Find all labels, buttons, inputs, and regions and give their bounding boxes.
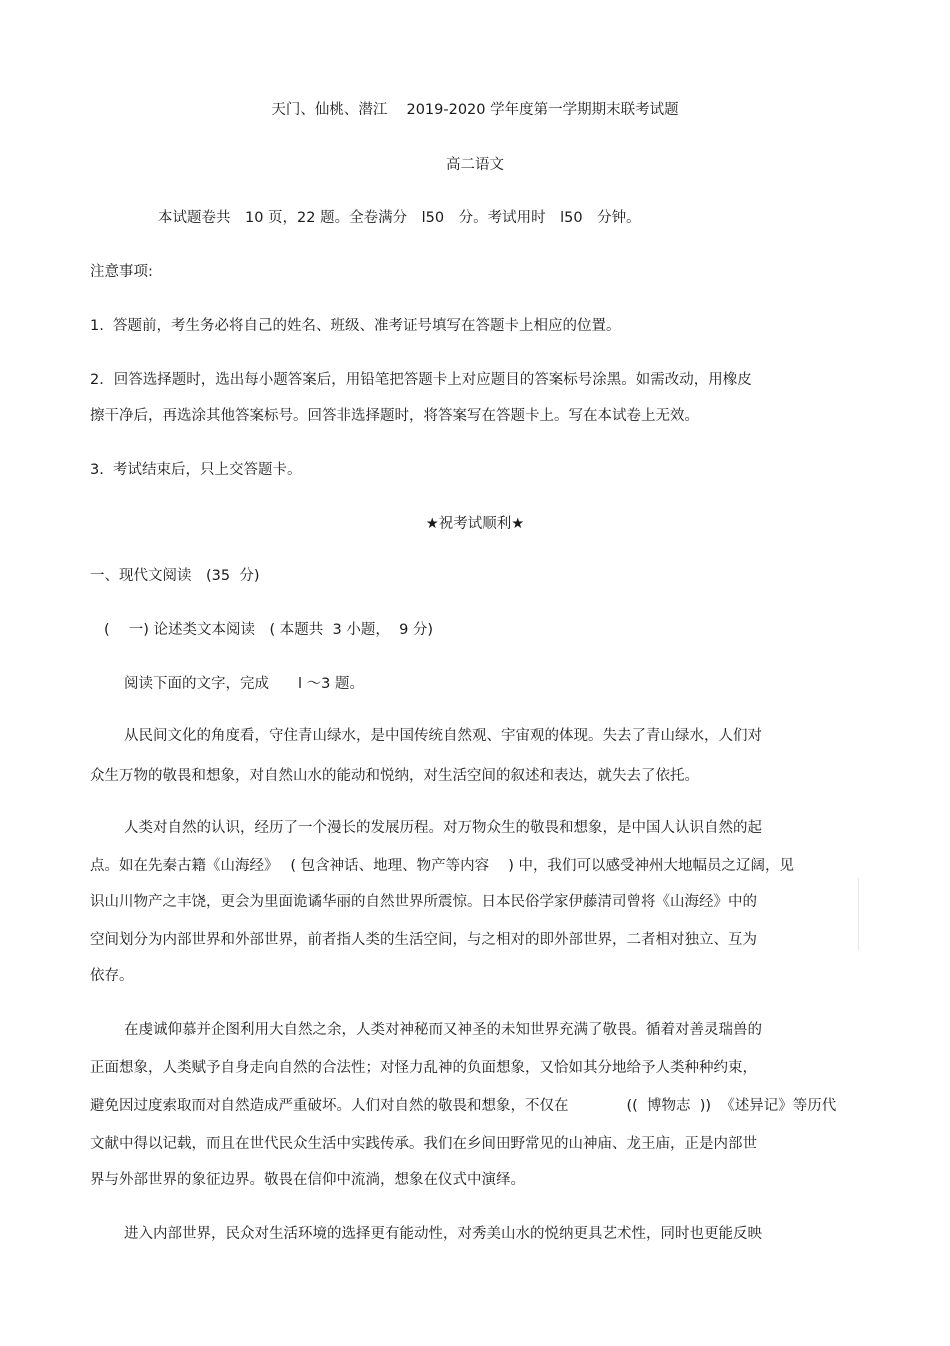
exam-info: 本试题卷共 10 页，22 题。全卷满分 l50 分。考试用时 l50 分钟。 [158, 210, 641, 226]
passage-p3-line-3: 避免因过度索取而对自然造成严重破坏。人们对自然的敬畏和想象，不仅在 (( 博物志 )) 《述异记》等历代 [90, 1098, 837, 1114]
scan-artifact [858, 878, 863, 950]
passage-p2-line-3: 识山川物产之丰饶，更会为里面诡谲华丽的自然世界所震惊。日本民俗学家伊藤清司曾将《山海经》中的 [90, 894, 757, 910]
passage-p3-line-1: 在虔诚仰慕并企图利用大自然之余，人类对神秘而又神圣的未知世界充满了敬畏。循着对善灵瑞兽的 [124, 1022, 762, 1038]
section-1-heading: 一、现代文阅读 (35 分) [90, 568, 260, 584]
passage-p4-line-1: 进入内部世界，民众对生活环境的选择更有能动性，对秀美山水的悦纳更具艺术性，同时也更能反映 [124, 1226, 762, 1242]
blessing-line: ★祝考试顺利★ [425, 516, 525, 532]
notice-item-3: 3. 考试结束后，只上交答题卡。 [90, 462, 302, 478]
notice-heading: 注意事项: [90, 264, 153, 280]
passage-p2-line-2: 点。如在先秦古籍《山海经》 ( 包含神话、地理、物产等内容 ) 中，我们可以感受神州大地幅员之辽阔，见 [90, 858, 794, 874]
passage-p3-line-2: 正面想象，人类赋予自身走向自然的合法性；对怪力乱神的负面想象，又恰如其分地给予人类种种约束， [90, 1060, 757, 1076]
section-1-subheading: ( 一) 论述类文本阅读 ( 本题共 3 小题， 9 分) [104, 622, 434, 638]
passage-p3-line-5: 界与外部世界的象征边界。敬畏在信仰中流淌，想象在仪式中演绎。 [90, 1172, 525, 1188]
exam-title: 天门、仙桃、潜江 2019-2020 学年度第一学期期末联考试题 [271, 102, 679, 118]
passage-p2-line-1: 人类对自然的认识，经历了一个漫长的发展历程。对万物众生的敬畏和想象，是中国人认识自然的起 [124, 820, 762, 836]
subject-title: 高二语文 [446, 157, 504, 173]
notice-item-2-line-1: 2．回答选择题时，选出每小题答案后，用铅笔把答题卡上对应题目的答案标号涂黑。如需改动，用橡皮 [90, 372, 752, 388]
reading-instruction: 阅读下面的文字，完成 l ～3 题。 [124, 676, 364, 692]
passage-p1-line-2: 众生万物的敬畏和想象，对自然山水的能动和悦纳，对生活空间的叙述和表达，就失去了依托。 [90, 768, 699, 784]
passage-p1-line-1: 从民间文化的角度看，守住青山绿水，是中国传统自然观、宇宙观的体现。失去了青山绿水，人们对 [124, 728, 762, 744]
notice-item-1: 1. 答题前，考生务必将自己的姓名、班级、准考证号填写在答题卡上相应的位置。 [90, 318, 621, 334]
passage-p2-line-5: 依存。 [90, 968, 134, 984]
passage-p2-line-4: 空间划分为内部世界和外部世界，前者指人类的生活空间，与之相对的即外部世界，二者相对独立、互为 [90, 932, 757, 948]
passage-p3-line-4: 文献中得以记载，而且在世代民众生活中实践传承。我们在乡间田野常见的山神庙、龙王庙，正是内部世 [90, 1136, 757, 1152]
notice-item-2-line-2: 擦干净后，再选涂其他答案标号。回答非选择题时，将答案写在答题卡上。写在本试卷上无效。 [90, 408, 699, 424]
